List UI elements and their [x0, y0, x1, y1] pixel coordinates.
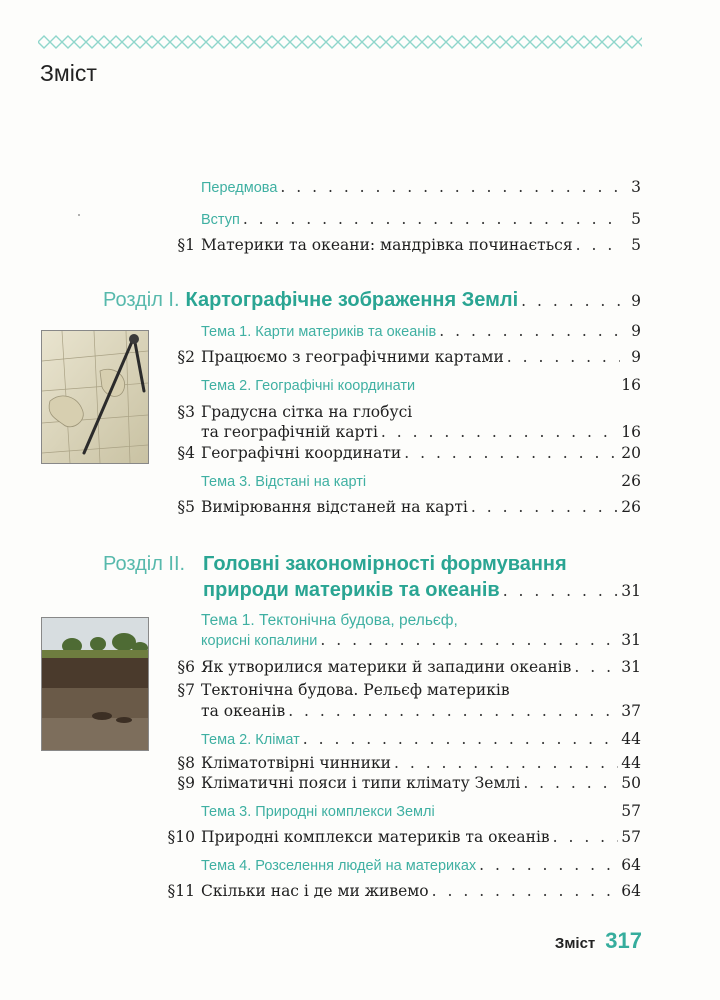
preface-title: Передмова	[201, 180, 278, 196]
toc-entry-paragraph-6[interactable]	[201, 657, 641, 677]
soil-profile-photo	[41, 617, 149, 751]
toc-entry-introduction[interactable]	[201, 209, 641, 230]
topic-title: Тема 1. Карти материків та океанів	[201, 324, 437, 340]
page-number: 16	[621, 376, 641, 394]
paragraph-title-line-1: Градусна сітка на глобусі	[201, 403, 413, 421]
page-number: 57	[621, 802, 641, 820]
footer-page-number: 317	[605, 928, 642, 953]
leader-dots	[471, 497, 618, 517]
toc-entry-preface[interactable]	[201, 177, 641, 198]
paragraph-number: §6	[177, 658, 195, 676]
leader-dots	[521, 288, 620, 314]
toc-topic-2-4[interactable]	[201, 855, 641, 876]
paragraph-number: §10	[167, 828, 195, 846]
toc-section-1[interactable]	[103, 287, 641, 314]
paragraph-number: §11	[167, 882, 195, 900]
paragraph-title: Як утворилися материки й западини океанів	[201, 658, 572, 676]
section-2-label: Розділ ІІ.	[103, 553, 186, 575]
toc-entry-paragraph-9[interactable]	[201, 773, 641, 793]
leader-dots	[507, 347, 620, 367]
paragraph-number: §4	[177, 444, 195, 462]
page-number: 31	[621, 631, 641, 649]
page-number: 5	[631, 236, 641, 254]
page-number: 3	[631, 178, 641, 196]
page-footer	[555, 928, 642, 954]
leader-dots	[576, 235, 620, 255]
topic-title: Тема 3. Відстані на карті	[201, 474, 367, 490]
paragraph-title: Географічні координати	[201, 444, 402, 462]
page-number: 16	[621, 423, 641, 441]
toc-entry-paragraph-11[interactable]	[201, 881, 641, 901]
paragraph-number: §7	[177, 681, 195, 699]
paragraph-number: §3	[177, 403, 195, 421]
compass-map-photo	[41, 330, 149, 464]
page-number: 20	[621, 444, 641, 462]
toc-topic-2-2[interactable]	[201, 729, 641, 750]
section-1-label: Розділ І.	[103, 289, 180, 311]
toc-section-2[interactable]	[203, 577, 641, 604]
toc-topic-1-1[interactable]	[201, 321, 641, 342]
toc-entry-paragraph-1[interactable]	[201, 235, 641, 255]
page-number: 9	[631, 348, 641, 366]
paragraph-title: Кліматичні пояси і типи клімату Землі	[201, 774, 521, 792]
page-number: 44	[621, 754, 641, 772]
leader-dots	[303, 729, 618, 749]
leader-dots	[503, 578, 619, 604]
paragraph-number: §2	[177, 348, 195, 366]
leader-dots	[404, 443, 618, 463]
toc-entry-paragraph-8[interactable]	[201, 753, 641, 773]
toc-entry-paragraph-3[interactable]	[201, 422, 641, 442]
paragraph-number: §8	[177, 754, 195, 772]
toc-entry-paragraph-5[interactable]	[201, 497, 641, 517]
footer-label: Зміст	[554, 935, 596, 952]
leader-dots	[574, 657, 618, 677]
paragraph-title-line-2: та географічній карті	[201, 423, 378, 441]
page-number: 57	[621, 828, 641, 846]
leader-dots	[381, 422, 618, 442]
decorative-border	[38, 34, 642, 50]
toc-entry-paragraph-10[interactable]	[201, 827, 641, 847]
topic-title-line-2: корисні копалини	[201, 633, 318, 649]
introduction-title: Вступ	[201, 212, 240, 228]
toc-topic-1-3[interactable]	[201, 471, 641, 492]
paragraph-number: §1	[177, 236, 195, 254]
paragraph-title: Кліматотвірні чинники	[201, 754, 391, 772]
leader-dots	[553, 827, 619, 847]
section-2-title-line-2: природи материків та океанів	[203, 579, 500, 601]
toc-entry-paragraph-7[interactable]	[201, 701, 641, 721]
topic-title: Тема 2. Клімат	[201, 732, 300, 748]
leader-dots	[432, 881, 619, 901]
leader-dots	[439, 321, 620, 341]
page-number: 64	[621, 882, 641, 900]
section-2-title-line-1[interactable]: Головні закономірності формування	[203, 553, 567, 575]
leader-dots	[243, 209, 620, 229]
page-number: 37	[621, 702, 641, 720]
paragraph-title: Працюємо з географічними картами	[201, 348, 504, 366]
paragraph-title: Вимірювання відстаней на карті	[201, 498, 468, 516]
leader-dots	[280, 177, 620, 197]
toc-entry-paragraph-2[interactable]	[201, 347, 641, 367]
page-number: 26	[621, 498, 641, 516]
leader-dots	[288, 701, 618, 721]
paragraph-title-line-2: та океанів	[201, 702, 286, 720]
page-number: 9	[631, 292, 641, 310]
topic-title: Тема 3. Природні комплекси Землі	[201, 804, 435, 820]
page-number: 26	[621, 472, 641, 490]
paragraph-title: Природні комплекси материків та океанів	[201, 828, 550, 846]
topic-title: Тема 2. Географічні координати	[201, 378, 416, 394]
leader-dots	[523, 773, 618, 793]
paragraph-number: §5	[177, 498, 195, 516]
toc-topic-2-1[interactable]	[201, 630, 641, 651]
section-1-title: Картографічне зображення Землі	[185, 289, 519, 311]
page-number: 9	[631, 322, 641, 340]
page-number: 64	[621, 856, 641, 874]
leader-dots	[320, 630, 618, 650]
page-number: 5	[631, 210, 641, 228]
page-number: 31	[621, 658, 641, 676]
paragraph-title-line-1: Тектонічна будова. Рельєф материків	[201, 681, 510, 699]
topic-title: Тема 4. Розселення людей на материках	[201, 858, 477, 874]
leader-dots	[479, 855, 618, 875]
paragraph-title: Материки та океани: мандрівка починається	[201, 236, 573, 254]
page-title: Зміст	[40, 60, 97, 86]
paragraph-number: §9	[177, 774, 195, 792]
page-number: 50	[621, 774, 641, 792]
topic-title-line-1: Тема 1. Тектонічна будова, рельєф,	[201, 612, 458, 629]
paragraph-title: Скільки нас і де ми живемо	[201, 882, 429, 900]
print-speck	[78, 214, 80, 216]
toc-topic-1-2[interactable]	[201, 375, 641, 396]
page-number: 44	[621, 730, 641, 748]
leader-dots	[394, 753, 618, 773]
toc-topic-2-3[interactable]	[201, 801, 641, 822]
page-number: 31	[621, 582, 641, 600]
toc-entry-paragraph-4[interactable]	[201, 443, 641, 463]
